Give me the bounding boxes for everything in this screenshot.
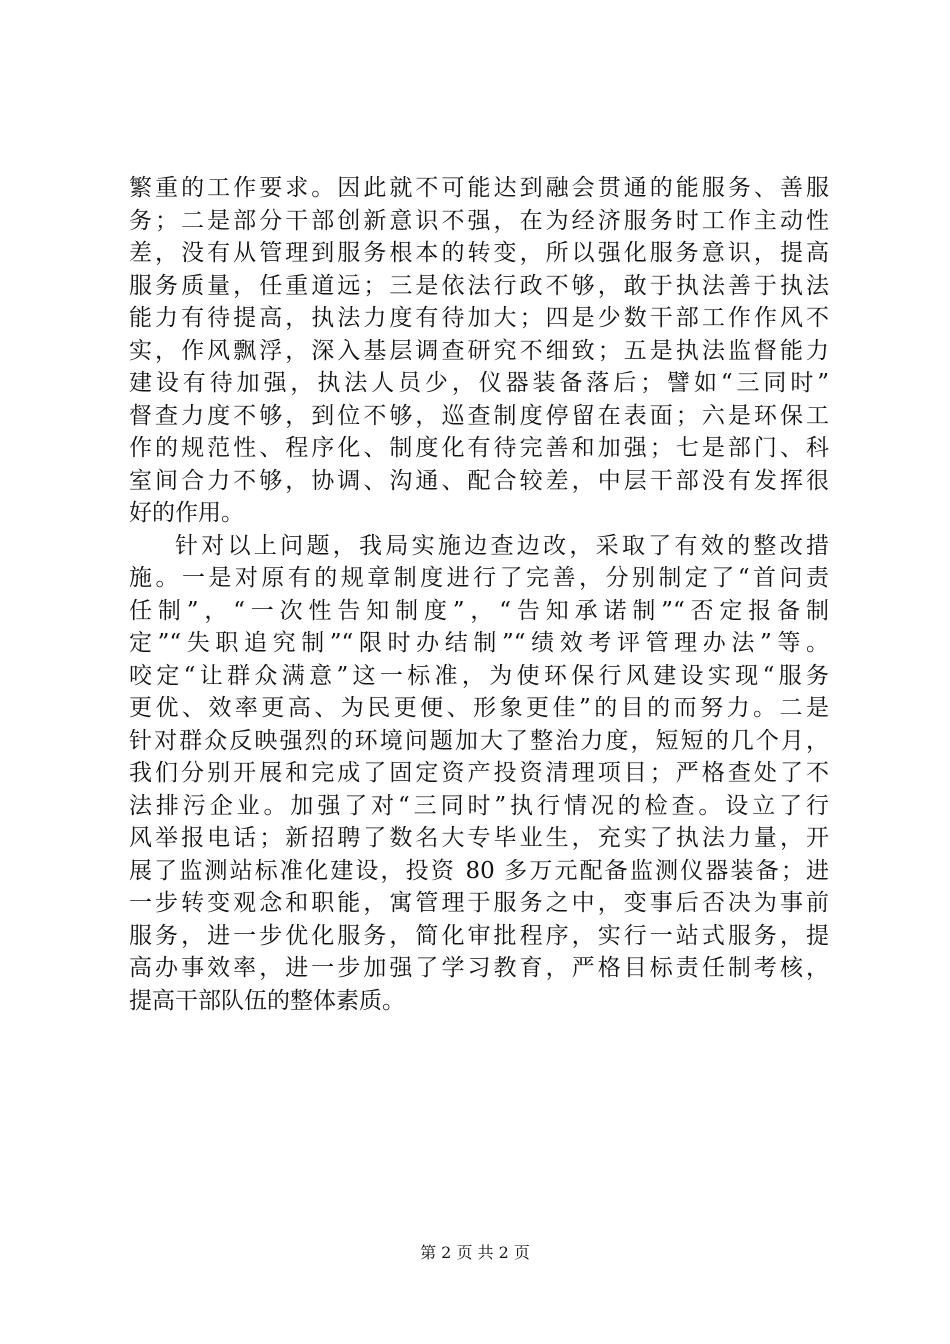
text-line: 高办事效率，进一步加强了学习教育，严格目标责任制考核， bbox=[129, 955, 829, 981]
text-line: 好的作用。 bbox=[129, 500, 244, 526]
body-text bbox=[129, 172, 829, 1017]
text-line: 一步转变观念和职能，寓管理于服务之中，变事后否决为事前 bbox=[129, 890, 829, 916]
text-line: 更优、效率更高、为民更便、形象更佳”的目的而努力。二是 bbox=[129, 695, 829, 721]
text-line: 我们分别开展和完成了固定资产投资清理项目；严格查处了不 bbox=[129, 760, 829, 786]
text-line: 能力有待提高，执法力度有待加大；四是少数干部工作作风不 bbox=[129, 305, 829, 331]
text-line: 风举报电话；新招聘了数名大专毕业生，充实了执法力量，开 bbox=[129, 825, 829, 851]
page-footer: 第 2 页 共 2 页 bbox=[420, 1243, 530, 1262]
text-line: 室间合力不够，协调、沟通、配合较差，中层干部没有发挥很 bbox=[129, 467, 829, 494]
paragraph-1 bbox=[129, 172, 829, 530]
text-line: 任制”，“一次性告知制度”，“告知承诺制”“否定报备制 bbox=[129, 597, 829, 624]
text-line: 针对群众反映强烈的环境问题加大了整治力度，短短的几个月， bbox=[129, 727, 829, 754]
text-line: 实，作风飘浮，深入基层调查研究不细致；五是执法监督能力 bbox=[129, 337, 829, 364]
text-line: 服务，进一步优化服务，简化审批程序，实行一站式服务，提 bbox=[129, 922, 829, 949]
text-line: 提高干部队伍的整体素质。 bbox=[129, 987, 405, 1014]
text-line: 务；二是部分干部创新意识不强，在为经济服务时工作主动性 bbox=[129, 207, 829, 234]
text-line: 作的规范性、程序化、制度化有待完善和加强；七是部门、科 bbox=[129, 435, 829, 461]
text-line: 差，没有从管理到服务根本的转变，所以强化服务意识，提高 bbox=[129, 240, 829, 266]
paragraph-2 bbox=[129, 530, 829, 1018]
text-line: 服务质量，任重道远；三是依法行政不够，敢于执法善于执法 bbox=[129, 272, 829, 299]
text-line: 咬定“让群众满意”这一标准，为使环保行风建设实现“服务 bbox=[129, 662, 829, 689]
text-line: 针对以上问题，我局实施边查边改，采取了有效的整改措 bbox=[175, 532, 829, 559]
text-line: 繁重的工作要求。因此就不可能达到融会贯通的能服务、善服 bbox=[129, 175, 829, 201]
text-line: 施。一是对原有的规章制度进行了完善，分别制定了“首问责 bbox=[129, 565, 829, 591]
text-line: 定”“失职追究制”“限时办结制”“绩效考评管理办法”等。 bbox=[129, 630, 829, 656]
text-line: 展了监测站标准化建设，投资 80 多万元配备监测仪器装备；进 bbox=[129, 857, 829, 884]
text-line: 法排污企业。加强了对“三同时”执行情况的检查。设立了行 bbox=[129, 792, 829, 819]
text-line: 建设有待加强，执法人员少，仪器装备落后；譬如“三同时” bbox=[129, 370, 829, 396]
text-line: 督查力度不够，到位不够，巡查制度停留在表面；六是环保工 bbox=[129, 402, 829, 429]
